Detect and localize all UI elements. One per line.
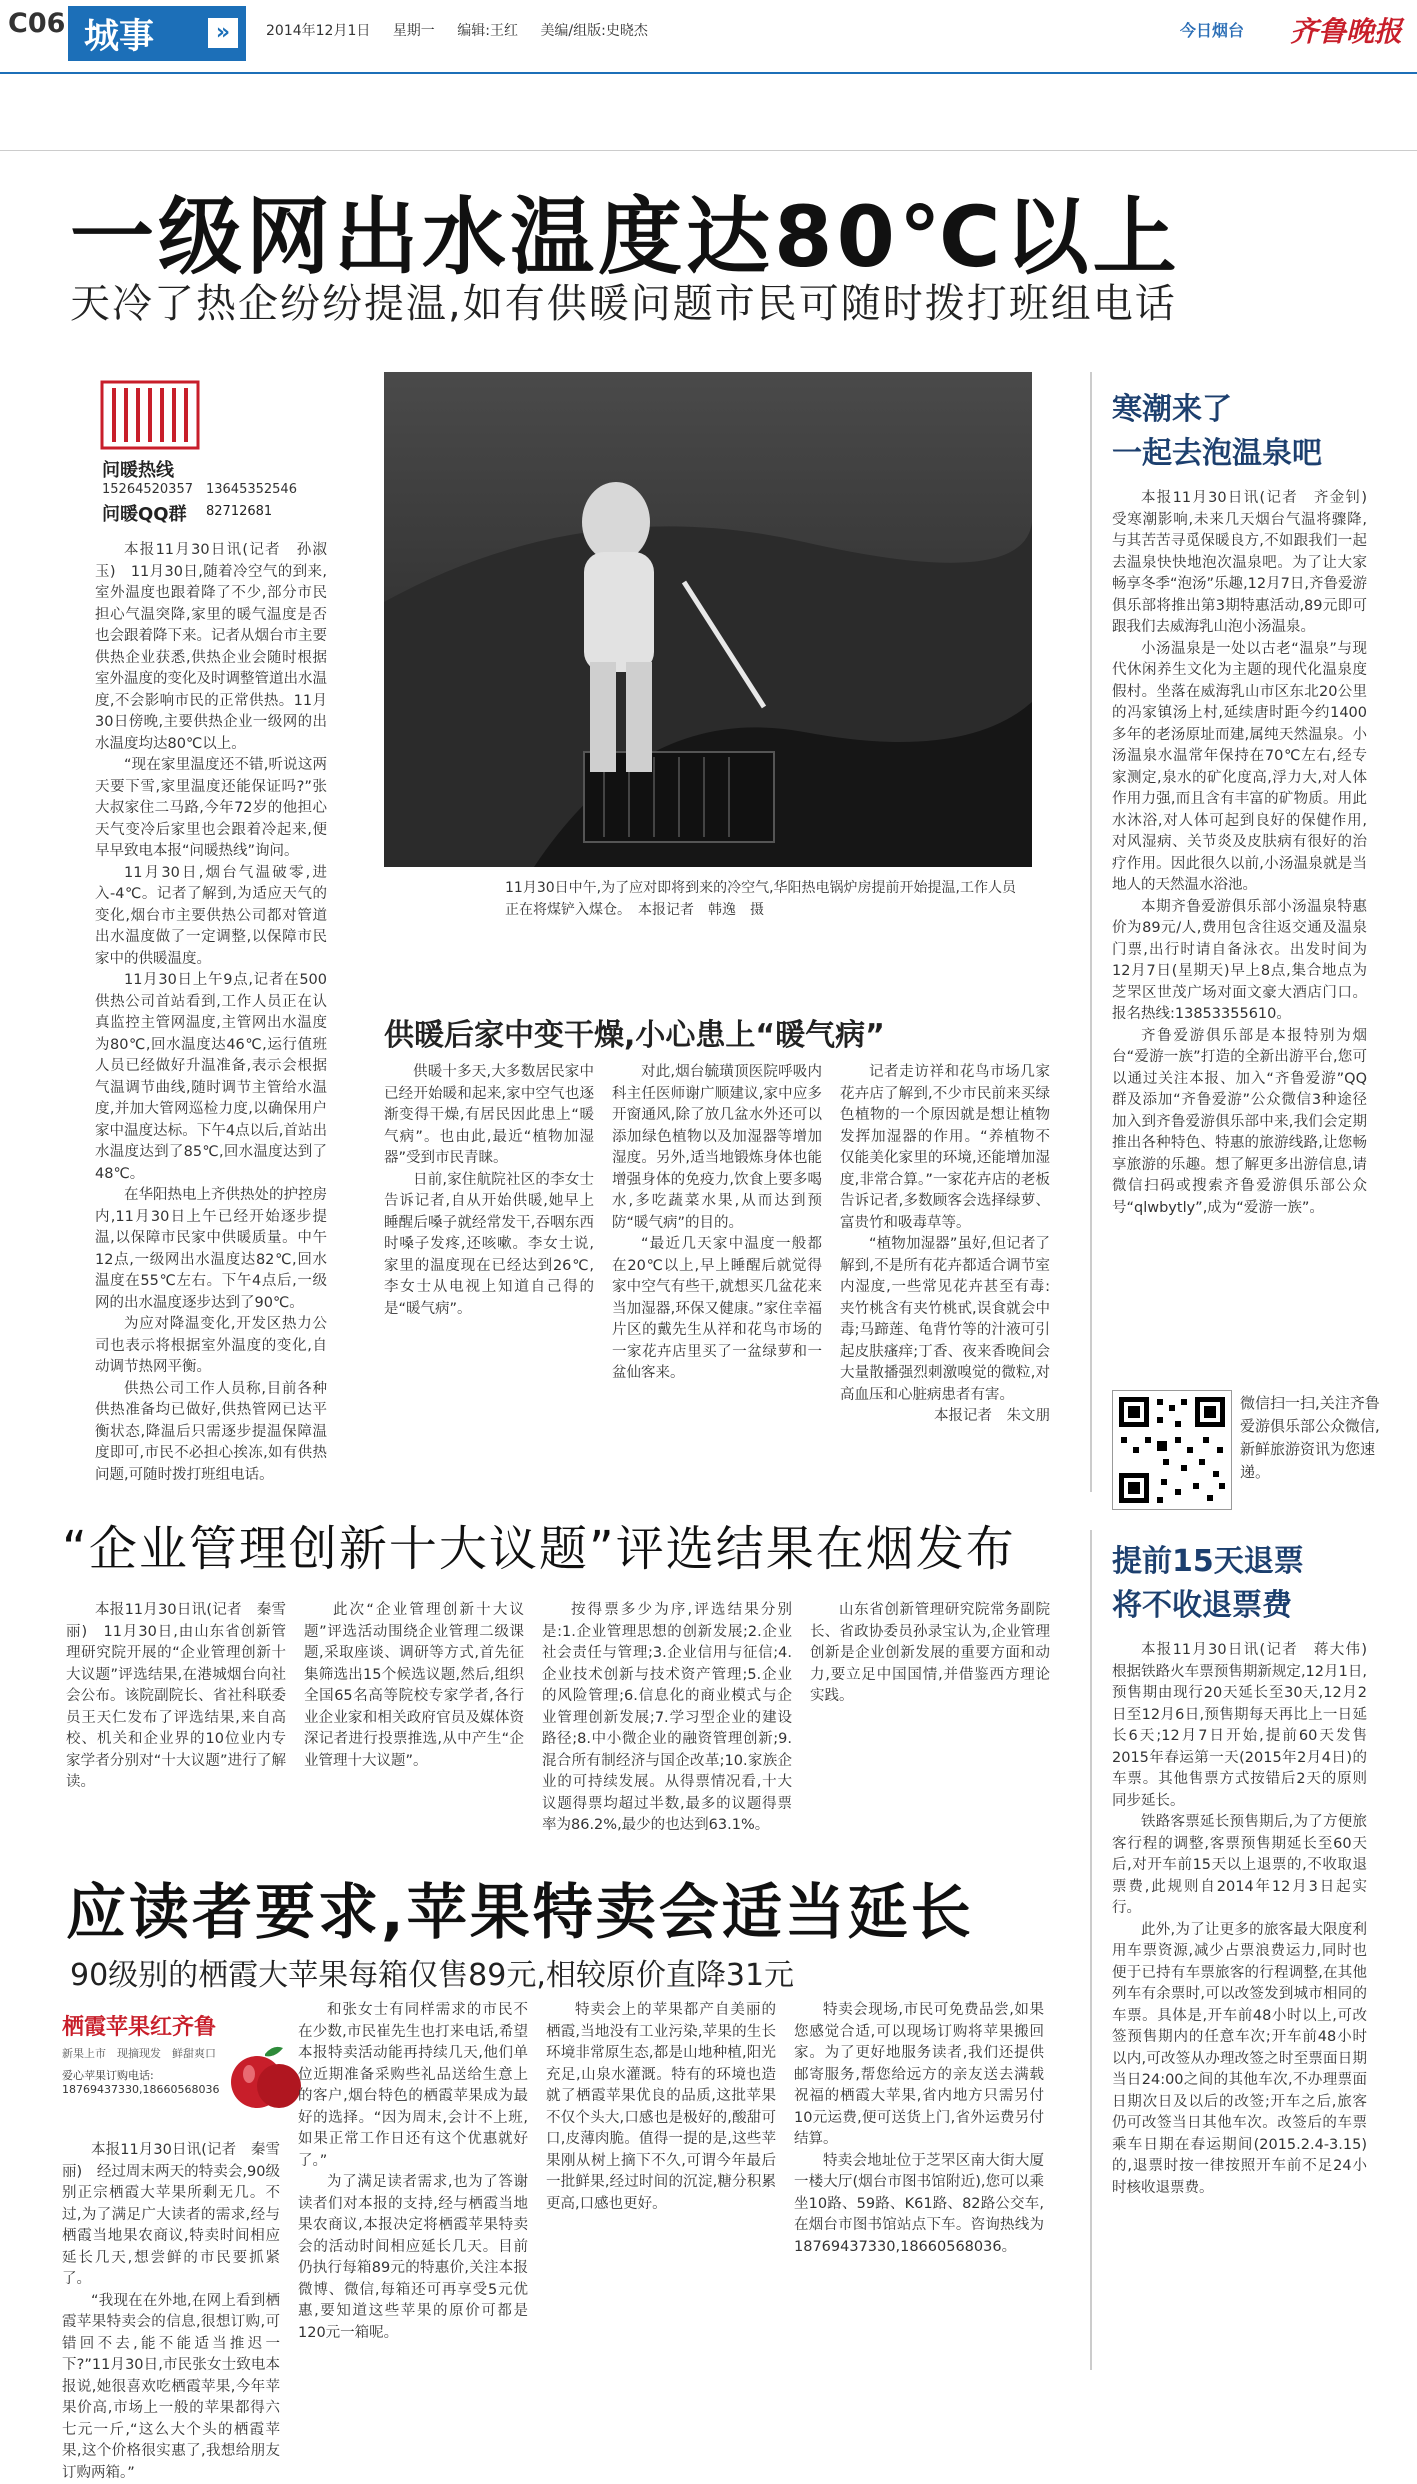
story-b-column-1 [66, 1600, 286, 1794]
qq-group-number: 82712681 [206, 504, 272, 519]
qr-code[interactable] [1112, 1390, 1232, 1510]
story-c-paragraph: 特卖会上的苹果都产自美丽的栖霞,当地没有工业污染,苹果的生长环境非常原生态,都是山地种植,阳光充足,山泉水灌溉。特有的环境也造就了栖霞苹果优良的品质,这批苹果不仅个头大,口感也是极好的,酸甜可口,皮薄肉脆。值得一提的是,这些苹果刚从树上摘下不久,可谓今年最后一批鲜果,经过时间的沉淀,糖分积累更高,口感也更好。 [546, 2000, 776, 2215]
sub-paragraph: 记者走访祥和花鸟市场几家花卉店了解到,不少市民前来买绿色植物的一个原因就是想让植物发挥加湿器的作用。“养植物不仅能美化家里的环境,还能增加湿度,非常合算。”一家花卉店的老板告诉记者,多数顾客会选择绿萝、富贵竹和吸毒草等。 [840, 1062, 1050, 1234]
hotspring-title-line2: 一起去泡温泉吧 [1112, 432, 1322, 476]
sub-story-column-2 [612, 1062, 822, 1385]
header-rule-light [0, 150, 1417, 151]
sub-story-column-1 [384, 1062, 594, 1320]
story-b-column-3 [542, 1600, 792, 1837]
main-story-column [95, 540, 327, 1486]
main-paragraph: 供热公司工作人员称,目前各种供热准备均已做好,供热管网已达平衡状态,降温后只需逐步提温保障温度即可,市民不必担心挨冻,如有供热问题,可随时拨打班组电话。 [95, 1379, 327, 1487]
hotline-phones: 15264520357 13645352546 [102, 478, 297, 497]
main-subhead: 天冷了热企纷纷提温,如有供暖问题市民可随时拨打班组电话 [70, 272, 1177, 329]
apple-promo [62, 2010, 312, 2135]
hotspring-column [1112, 488, 1367, 1219]
refund-paragraph: 此外,为了让更多的旅客最大限度利用车票资源,减少占票浪费运力,同时也便于已持有车票旅客的行程调整,在其他列车有余票时,可以改签发到城市相同的车票。具体是,开车前48小时以上,可改签预售期内的任意车次;开车前48小时以内,可改签从办理改签之时至票面日期当日24:00之间的其他车次,不办理票面日期次日及以后的改签;开车之后,旅客仍可改签当日其他车次。改签后的车票乘车日期在春运期间(2015.2.4-3.15)的,退票时按一律按照开车前不足24小时核收退票费。 [1112, 1920, 1367, 2200]
main-paragraph: 在华阳热电上齐供热处的护控房内,11月30日上午已经开始逐步提温,以保障市民家中供暖质量。中午12点,一级网出水温度达82℃,回水温度在55℃左右。下午4点后,一级网的出水温度逐步达到了90℃。 [95, 1185, 327, 1314]
story-c-column-2 [298, 2000, 528, 2344]
apple-promo-hotline: 爱心苹果订购电话: [62, 2067, 312, 2083]
story-c-column-3 [546, 2000, 776, 2215]
story-c-paragraph: 特卖会现场,市民可免费品尝,如果您感觉合适,可以现场订购将苹果搬回家。为了更好地服务读者,我们还提供邮寄服务,帮您给远方的亲友送去满载祝福的栖霞大苹果,省内地方只需另付10元运费,便可送货上门,省外运费另付结算。 [794, 2000, 1044, 2151]
hotspring-paragraph: 本期齐鲁爱游俱乐部小汤温泉特惠价为89元/人,费用包含往返交通及温泉门票,出行时请自备泳衣。出发时间为12月7日(星期天)早上8点,集合地点为芝罘区世茂广场对面文豪大酒店门口。报名热线:13853355610。 [1112, 897, 1367, 1026]
page-number: C06 [8, 8, 65, 39]
story-b-paragraph: 本报11月30日讯(记者 秦雪丽) 11月30日,由山东省创新管理研究院开展的“企业管理创新十大议题”评选结果,在港城烟台向社会公布。该院副院长、省社科联委员王天仁发布了评选结果,来自高校、机关和企业界的10位业内专家学者分别对“十大议题”进行了解读。 [66, 1600, 286, 1794]
issue-meta [266, 20, 666, 40]
today-label: 今日烟台 [1180, 18, 1244, 41]
apple-promo-phones: 18769437330,18660568036 [62, 2083, 312, 2096]
main-headline: 一级网出水温度达80℃以上 [70, 170, 1181, 291]
sub-paragraph: “最近几天家中温度一般都在20℃以上,早上睡醒后就觉得家中空气有些干,就想买几盆花来当加湿器,环保又健康。”家住幸福片区的戴先生从祥和花鸟市场的一家花卉店里买了一盆绿萝和一盆仙客来。 [612, 1234, 822, 1385]
sub-paragraph: 供暖十多天,大多数居民家中已经开始暖和起来,家中空气也逐渐变得干燥,有居民因此患上“暖气病”。也由此,最近“植物加湿器”受到市民青睐。 [384, 1062, 594, 1170]
column-divider [1090, 372, 1092, 1492]
hotspring-title [1112, 388, 1322, 476]
qq-group-label: 问暖QQ群 [102, 500, 187, 526]
story-c-paragraph: 本报11月30日讯(记者 秦雪丽) 经过周末两天的特卖会,90级别正宗栖霞大苹果所剩无几。不过,为了满足广大读者的需求,经与栖霞当地果农商议,特卖时间相应延长几天,想尝鲜的市民要抓紧了。 [62, 2140, 280, 2291]
hotspring-paragraph: 本报11月30日讯(记者 齐金钊) 受寒潮影响,未来几天烟台气温将骤降,与其苦苦寻觅保暖良方,不如跟我们一起去温泉快快地泡次温泉吧。为了让大家畅享冬季“泡汤”乐趣,12月7日,齐鲁爱游俱乐部将推出第3期特惠活动,89元即可跟我们去威海乳山泡小汤温泉。 [1112, 488, 1367, 639]
sub-paragraph: 对此,烟台毓璜顶医院呼吸内科主任医师谢广顺建议,家中应多开窗通风,除了放几盆水外还可以添加绿色植物以及加湿器等增加湿度。另外,适当地锻炼身体也能增强身体的免疫力,饮食上要多喝水,多吃蔬菜水果,从而达到预防“暖气病”的目的。 [612, 1062, 822, 1234]
story-c-paragraph: 为了满足读者需求,也为了答谢读者们对本报的支持,经与栖霞当地果农商议,本报决定将栖霞苹果特卖会的活动时间相应延长几天。目前仍执行每箱89元的特惠价,关注本报微博、微信,每箱还可再享受5元优惠,要知道这些苹果的原价可都是120元一箱呢。 [298, 2172, 528, 2344]
column-divider [1090, 1530, 1092, 2370]
story-c-paragraph: 特卖会地址位于芝罘区南大街大厦一楼大厅(烟台市图书馆附近),您可以乘坐10路、59路、K61路、82路公交车,在烟台市图书馆站点下车。咨询热线为18769437330,18660568036。 [794, 2151, 1044, 2259]
story-c-headline: 应读者要求,苹果特卖会适当延长 [66, 1865, 974, 1951]
apple-icon [227, 2036, 307, 2116]
header-rule [0, 72, 1417, 74]
sub-paragraph: 日前,家住航院社区的李女士告诉记者,自从开始供暖,她早上睡醒后嗓子就经常发干,吞咽东西时嗓子发疼,还咳嗽。李女士说,家里的温度现在已经达到26℃,李女士从电视上知道自己得的是“暖气病”。 [384, 1170, 594, 1321]
main-paragraph: 11月30日上午9点,记者在500供热公司首站看到,工作人员正在认真监控主管网温度,主管网出水温度为80℃,回水温度达46℃,运行值班人员已经做好升温准备,表示会根据气温调节曲线,随时调节主管给水温度,并加大管网巡检力度,以确保用户家中温度达标。下午4点以后,首站出水温度达到了85℃,回水温度达到了48℃。 [95, 970, 327, 1185]
story-b-paragraph: 山东省创新管理研究院常务副院长、省政协委员孙录宝认为,企业管理创新是企业创新发展的重要方面和动力,要立足中国国情,并借鉴西方理论实践。 [810, 1600, 1050, 1708]
sub-story-column-3 [840, 1062, 1050, 1428]
story-b-headline: “企业管理创新十大议题”评选结果在烟发布 [62, 1510, 1016, 1579]
double-chevron-icon: » [208, 18, 238, 48]
main-paragraph: 为应对降温变化,开发区热力公司也表示将根据室外温度的变化,自动调节热网平衡。 [95, 1314, 327, 1379]
story-c-paragraph: 和张女士有同样需求的市民不在少数,市民崔先生也打来电话,希望本报特卖活动能再持续几天,他们单位近期准备采购些礼品送给生意上的客户,烟台特色的栖霞苹果成为最好的选择。“因为周末,会计不上班,如果正常工作日还有这个优惠就好了。” [298, 2000, 528, 2172]
hotline-title: 问暖热线 [102, 456, 174, 482]
refund-column [1112, 1640, 1367, 2199]
news-photo [384, 372, 1032, 867]
hotspring-paragraph: 小汤温泉是一处以古老“温泉”与现代休闲养生文化为主题的现代化温泉度假村。坐落在威海乳山市区东北20公里的冯家镇汤上村,延续唐时距今约1400多年的老汤原址而建,属纯天然温泉。小汤温泉水温常年保持在70℃左右,经专家测定,泉水的矿化度高,浮力大,对人体作用力强,而且含有丰富的矿物质。用此水沐浴,对人体可起到良好的保健作用,对风湿病、关节炎及皮肤病有很好的治疗作用。因此很久以前,小汤温泉就是当地人的天然温水浴池。 [1112, 639, 1367, 897]
refund-title-line2: 将不收退票费 [1112, 1584, 1304, 1628]
main-paragraph: “现在家里温度还不错,听说这两天要下雪,家里温度还能保证吗?”张大叔家住二马路,今年72岁的他担心天气变冷后家里也会跟着冷起来,便早早致电本报“问暖热线”询问。 [95, 755, 327, 863]
story-c-column-1 [62, 2140, 280, 2484]
photo-caption: 11月30日中午,为了应对即将到来的冷空气,华阳热电锅炉房提前开始提温,工作人员正在将煤铲入煤仓。 本报记者 韩逸 摄 [505, 877, 1025, 921]
sub-paragraph: “植物加湿器”虽好,但记者了解到,不是所有花卉都适合调节室内湿度,一些常见花卉甚至有毒:夹竹桃含有夹竹桃甙,误食就会中毒;马蹄莲、龟背竹等的汁液可引起皮肤瘙痒;丁香、夜来香晚间会大量散播强烈刺激嗅觉的微粒,对高血压和心脏病患者有害。 [840, 1234, 1050, 1406]
sub-story-title: 供暖后家中变干燥,小心患上“暖气病” [384, 1010, 885, 1054]
story-b-paragraph: 此次“企业管理创新十大议题”评选活动围绕企业管理二级课题,采取座谈、调研等方式,首先征集筛选出15个候选议题,然后,组织全国65名高等院校专家学者,各行业企业家和相关政府官员及媒体资深记者进行投票推选,从中产生“企业管理十大议题”。 [304, 1600, 524, 1772]
qr-caption: 微信扫一扫,关注齐鲁爱游俱乐部公众微信,新鲜旅游资讯为您速递。 [1240, 1392, 1390, 1484]
hotspring-title-line1: 寒潮来了 [1112, 388, 1322, 432]
editor-credit: 编辑:王红 [457, 23, 518, 39]
story-c-column-4 [794, 2000, 1044, 2258]
refund-paragraph: 铁路客票延长预售期后,为了方便旅客行程的调整,客票预售期延长至60天后,对开车前15天以上退票的,不收取退票费,此规则自2014年12月3日起实行。 [1112, 1812, 1367, 1920]
story-b-column-4 [810, 1600, 1050, 1708]
story-b-column-2 [304, 1600, 524, 1772]
hotspring-paragraph: 齐鲁爱游俱乐部是本报特别为烟台“爱游一族”打造的全新出游平台,您可以通过关注本报、加入“齐鲁爱游”QQ群及添加“齐鲁爱游”公众微信3种途径加入到齐鲁爱游俱乐部中来,我们会定期推出各种特色、特惠的旅游线路,让您畅享旅游的乐趣。想了解更多出游信息,请微信扫码或搜索齐鲁爱游俱乐部公众号“qlwbytly”,成为“爱游一族”。 [1112, 1026, 1367, 1220]
paper-logo: 齐鲁晚报 [1290, 10, 1402, 50]
design-credit: 美编/组版:史晓杰 [540, 23, 647, 39]
main-paragraph: 11月30日,烟台气温破零,进入-4℃。记者了解到,为适应天气的变化,烟台市主要供热公司都对管道出水温度做了一定调整,以保障市民家中的供暖温度。 [95, 863, 327, 971]
sub-story-byline: 本报记者 朱文朋 [840, 1406, 1050, 1428]
apple-promo-tagline: 新果上市 现摘现发 鲜甜爽口 [62, 2045, 312, 2061]
apple-promo-title: 栖霞苹果红齐鲁 [62, 2010, 312, 2041]
refund-paragraph: 本报11月30日讯(记者 蒋大伟) 根据铁路火车票预售期新规定,12月1日,预售期由现行20天延长至30天,12月2日至12月6日,预售期每天再比上一日延长6天;12月7日开始,提前60天发售2015年春运第一天(2015年2月4日)的车票。其他售票方式按错后2天的原则同步延长。 [1112, 1640, 1367, 1812]
story-c-subhead: 90级别的栖霞大苹果每箱仅售89元,相较原价直降31元 [70, 1950, 794, 1994]
radiator-icon [96, 370, 226, 460]
issue-date: 2014年12月1日 [266, 23, 370, 39]
section-label: 城事 [84, 9, 154, 59]
story-c-paragraph: “我现在在外地,在网上看到栖霞苹果特卖会的信息,很想订购,可错回不去,能不能适当推迟一下?”11月30日,市民张女士致电本报说,她很喜欢吃栖霞苹果,今年苹果价高,市场上一般的苹果都得六七元一斤,“这么大个头的栖霞苹果,这个价格很实惠了,我想给朋友订购两箱。” [62, 2291, 280, 2484]
refund-title-line1: 提前15天退票 [1112, 1540, 1304, 1584]
main-paragraph: 本报11月30日讯(记者 孙淑玉) 11月30日,随着冷空气的到来,室外温度也跟着降了不少,部分市民担心气温突降,家里的暖气温度是否也会跟着降下来。记者从烟台市主要供热企业获悉,供热企业会随时根据室外温度的变化及时调整管道出水温度,不会影响市民的正常供热。11月30日傍晚,主要供热企业一级网的出水温度均达80℃以上。 [95, 540, 327, 755]
story-b-paragraph: 按得票多少为序,评选结果分别是:1.企业管理思想的创新发展;2.企业社会责任与管理;3.企业信用与征信;4.企业技术创新与技术资产管理;5.企业的风险管理;6.信息化的商业模式与企业管理创新发展;7.学习型企业的建设路径;8.中小微企业的融资管理创新;9.混合所有制经济与国企改革;10.家族企业的可持续发展。从得票情况看,十大议题得票均超过半数,最多的议题得票率为86.2%,最少的也达到63.1%。 [542, 1600, 792, 1837]
refund-title [1112, 1540, 1304, 1628]
issue-weekday: 星期一 [393, 23, 435, 39]
section-tab[interactable] [68, 6, 246, 61]
